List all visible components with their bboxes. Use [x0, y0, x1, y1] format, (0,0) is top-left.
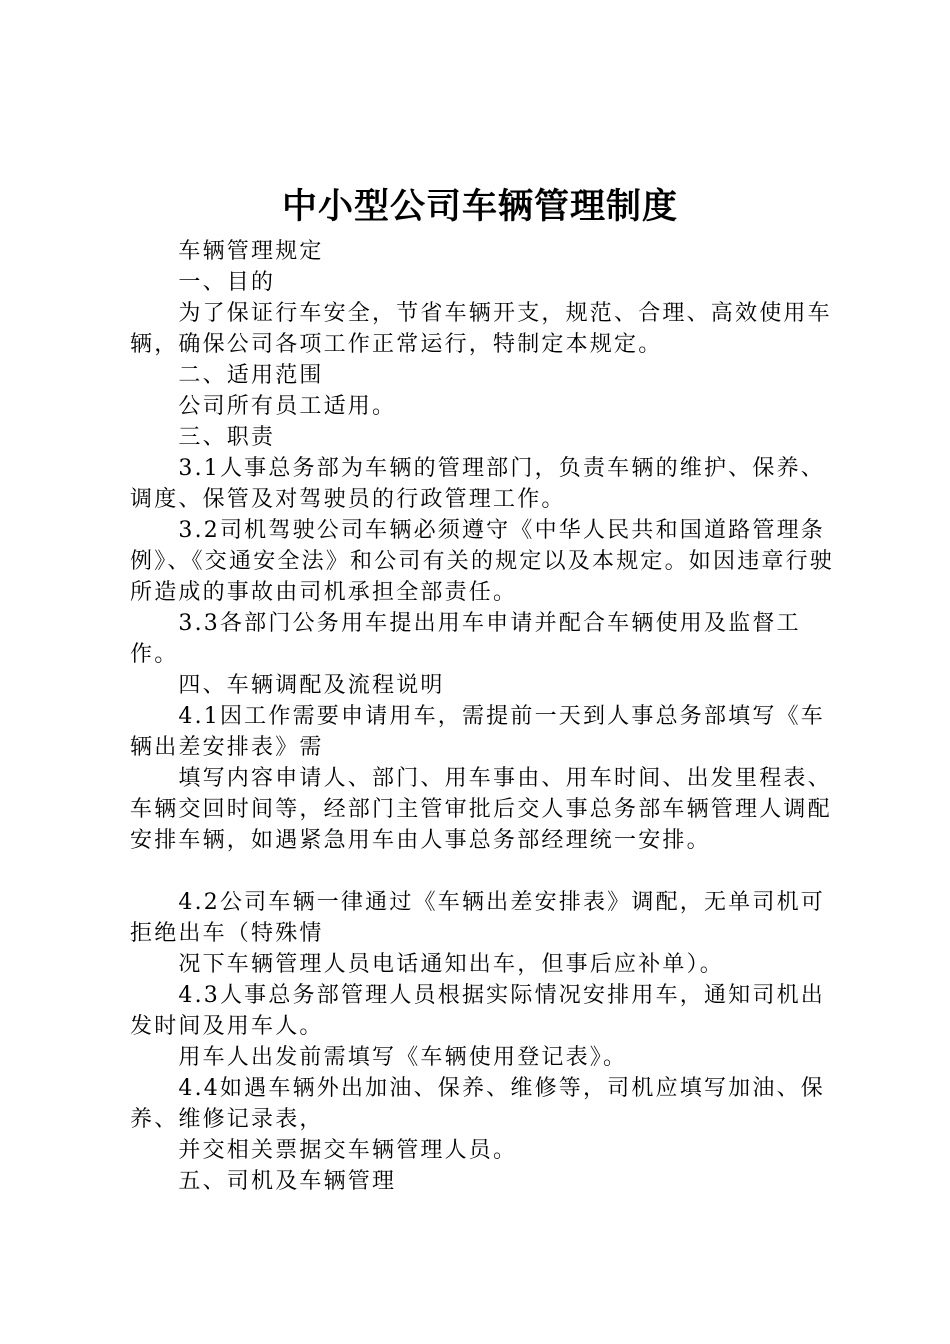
paragraph-scope: 公司所有员工适用。	[178, 394, 397, 419]
paragraph-4-2: 4.2公司车辆一律通过《车辆出差安排表》调配，无单司机可拒绝出车（特殊情	[130, 890, 825, 946]
paragraph-4-1-continued: 填写内容申请人、部门、用车事由、用车时间、出发里程表、车辆交回时间等，经部门主管审批后交人事总务部车辆管理人调配安排车辆，如遇紧急用车由人事总务部经理统一安排。	[130, 766, 832, 853]
document-body	[130, 236, 840, 1197]
document-title: 中小型公司车辆管理制度	[281, 186, 678, 227]
paragraph-4-2-continued: 况下车辆管理人员电话通知出车，但事后应补单）。	[178, 952, 724, 977]
paragraph-heading-regulation: 车辆管理规定	[178, 239, 324, 264]
paragraph-4-3-continued: 用车人出发前需填写《车辆使用登记表》。	[178, 1045, 628, 1070]
section-heading-dispatch: 四、车辆调配及流程说明	[178, 673, 445, 698]
section-heading-driver-management: 五、司机及车辆管理	[178, 1169, 397, 1194]
section-heading-scope: 二、适用范围	[178, 363, 324, 388]
paragraph-3-2: 3.2司机驾驶公司车辆必须遵守《中华人民共和国道路管理条例》、《交通安全法》和公司有关的规定以及本规定。如因违章行驶所造成的事故由司机承担全部责任。	[130, 518, 835, 605]
section-heading-duties: 三、职责	[178, 425, 276, 450]
section-heading-purpose: 一、目的	[178, 270, 276, 295]
paragraph-4-1: 4.1因工作需要申请用车，需提前一天到人事总务部填写《车辆出差安排表》需	[130, 704, 825, 760]
paragraph-3-3: 3.3各部门公务用车提出用车申请并配合车辆使用及监督工作。	[130, 611, 801, 667]
paragraph-4-4: 4.4如遇车辆外出加油、保养、维修等，司机应填写加油、保养、维修记录表，	[130, 1076, 825, 1132]
paragraph-purpose: 为了保证行车安全，节省车辆开支，规范、合理、高效使用车辆，确保公司各项工作正常运行，特制定本规定。	[130, 301, 832, 357]
paragraph-4-3: 4.3人事总务部管理人员根据实际情况安排用车，通知司机出发时间及用车人。	[130, 983, 825, 1039]
paragraph-3-1: 3.1人事总务部为车辆的管理部门，负责车辆的维护、保养、调度、保管及对驾驶员的行政管理工作。	[130, 456, 825, 512]
paragraph-4-4-continued: 并交相关票据交车辆管理人员。	[178, 1138, 518, 1163]
